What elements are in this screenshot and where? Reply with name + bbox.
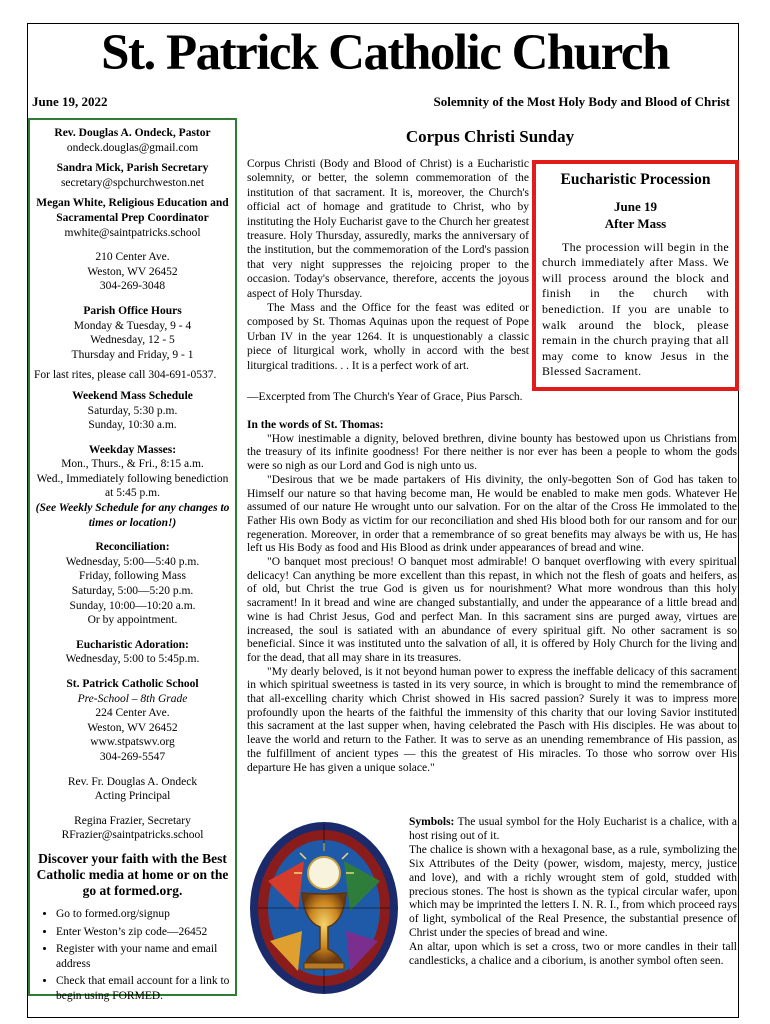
stained-glass-chalice-image <box>248 821 400 996</box>
symbols-paragraph-1-text: The usual symbol for the Holy Eucharist is a chalice, with a host rising out of it. <box>409 816 737 842</box>
formed-steps <box>34 907 231 1004</box>
quote-paragraph: "How inestimable a dignity, beloved brethren, divine bounty has bestowed upon us Christians from the treasury of its infinite goodness! For there neither is nor ever has been a people to whom the gods were so nigh as our Lord and God is nigh unto us. <box>247 432 737 473</box>
weekday-mass-2: Wed., Immediately following benediction at 5:45 p.m. <box>36 472 229 500</box>
office-hours-heading: Parish Office Hours <box>83 304 182 317</box>
reconciliation-2: Friday, following Mass <box>79 570 186 583</box>
procession-text: The procession will begin in the church immediately after Mass. We will process around the block and finish in the church with benediction. If you are unable to walk around the block, please remain in the church praying that all may come to know Jesus in the Blessed Sacrament. <box>542 239 729 379</box>
quote-heading: In the words of St. Thomas: <box>247 419 384 431</box>
symbols-paragraph-3: An altar, upon which is set a cross, two or more candles in their tall candlesticks, a chalice and a ciborium, is another symbol often seen. <box>409 941 737 968</box>
procession-time: After Mass <box>604 215 667 231</box>
address-line1: 210 Center Ave. <box>95 251 170 264</box>
weekday-mass-1: Mon., Thurs., & Fri., 8:15 a.m. <box>61 458 204 471</box>
school-phone: 304-269-5547 <box>99 750 166 763</box>
office-hours-2: Wednesday, 12 - 5 <box>90 334 175 347</box>
procession-box <box>532 160 739 391</box>
symbols-label: Symbols: <box>409 816 455 828</box>
church-title: St. Patrick Catholic Church <box>101 25 669 81</box>
st-thomas-quote <box>247 419 737 775</box>
symbols-paragraph-1 <box>409 816 737 844</box>
pastor-name: Rev. Douglas A. Ondeck, Pastor <box>54 127 211 139</box>
formed-step: • Go to formed.org/signup <box>56 907 231 922</box>
adoration-time: Wednesday, 5:00 to 5:45p.m. <box>65 653 200 666</box>
contact-sidebar <box>28 118 237 1002</box>
quote-paragraph: "Desirous that we be made partakers of His divinity, the only-begotten Son of God has taken to Himself our nature so that having become man, He would be enabled to make men gods. Whatever He assumed of our nature He wrought unto our salvation. For on the altar of the Cross He immolated to the Father His own Body as victim for our reconciliation and shed His blood both for our ransom and for our regeneration. Moreover, in order that a remembrance of so great benefits may always be with us, He has left us His Body as food and His Blood as drink under appearances of bread and wine. <box>247 473 737 555</box>
school-heading: St. Patrick Catholic School <box>66 678 199 690</box>
reconciliation-3: Saturday, 5:00—5:20 p.m. <box>71 585 194 598</box>
weekday-schedule-note: (See Weekly Schedule for any changes to times or location!) <box>35 502 230 529</box>
weekend-mass-2: Sunday, 10:30 a.m. <box>88 419 177 432</box>
office-hours-3: Thursday and Friday, 9 - 1 <box>71 348 194 361</box>
solemnity-title: Solemnity of the Most Holy Body and Blood of Christ <box>433 94 730 109</box>
religious-ed-email: mwhite@saintpatricks.school <box>64 226 201 239</box>
last-rites-note: For last rites, please call 304-691-0537. <box>34 369 217 382</box>
intro-paragraph-2: The Mass and the Office for the feast was edited or composed by St. Thomas Aquinas upon the request of Pope Urban IV in the year 1264. It is unquestionably a classic piece of liturgical work, wholly in accord with the best liturgical traditions. . . It is a perfect work of art. <box>247 302 529 372</box>
formed-step: • Enter Weston’s zip code—26452 <box>56 925 231 940</box>
school-secretary-name: Regina Frazier, Secretary <box>74 814 191 827</box>
pastor-email: ondeck.douglas@gmail.com <box>66 141 199 154</box>
school-grades: Pre-School – 8th Grade <box>77 692 188 705</box>
address-line2: Weston, WV 26452 <box>87 265 178 278</box>
procession-date: June 19 <box>614 198 657 214</box>
intro-paragraph-1: Corpus Christi (Body and Blood of Christ) is a Eucharistic solemnity, or better, the solemn commemoration of the institution of that sacrament. It is, moreover, the Church's official act of homage and gratitude to Christ, who by instituting the Holy Eucharist gave to the Church her greatest treasure. Holy Thursday, assuredly, marks the anniversary of the institution, but the commemoration of the Lord's passion that very night suppresses the rejoicing proper to the occasion. Today's observance, therefore, accents the joyous aspect of Holy Thursday. <box>247 158 529 300</box>
religious-ed-name: Megan White, Religious Education and Sacramental Prep Coordinator <box>36 197 229 224</box>
reconciliation-1: Wednesday, 5:00—5:40 p.m. <box>65 555 200 568</box>
quote-paragraph: "O banquet most precious! O banquet most admirable! O banquet overflowing with every spiritual delicacy! Can anything be more excellent than this repast, in which not the flesh of goats and heifers, as of old, but Christ the true God is given us for nourishment? What more wondrous than this holy sacrament! In it bread and wine are changed substantially, and under the appearance of a little bread and wine is had Christ Jesus, God and perfect Man. In this sacrament sins are purged away, virtues are increased, the soul is satiated with an abundance of every spiritual gift. No other sacrament is so beneficial. Since it was instituted unto the salvation of all, it is offered by Holy Church for the living and for the dead, that all may share in its treasures. <box>247 556 737 664</box>
symbols-paragraph-2: The chalice is shown with a hexagonal base, as a rule, symbolizing the Six Attributes of the Deity (power, wisdom, majesty, mercy, justice and love), and with a richly wrought stem of gold, studded with precious stones. The host is shown as the typical circular wafer, upon which may be imprinted the letters I. N. R. I., from which proceed rays of light, symbolical of the Real Presence, the substantial presence of Christ under the species of bread and wine. <box>409 843 737 940</box>
excerpt-credit: —Excerpted from The Church's Year of Grace, Pius Parsch. <box>247 391 523 403</box>
parish-phone: 304-269-3048 <box>99 280 166 293</box>
intro-text <box>247 157 529 373</box>
formed-step: • Check that email account for a link to begin using FORMED. <box>56 974 231 1003</box>
office-hours-1: Monday & Tuesday, 9 - 4 <box>73 319 192 332</box>
weekend-mass-heading: Weekend Mass Schedule <box>72 389 193 402</box>
weekday-mass-heading: Weekday Masses: <box>88 443 177 456</box>
formed-step: • Register with your name and email address <box>56 942 231 971</box>
formed-heading: Discover your faith with the Best Catholic media at home or on the go at formed.org. <box>36 850 229 898</box>
bulletin-date: June 19, 2022 <box>32 94 108 109</box>
school-website: www.stpatswv.org <box>90 736 175 749</box>
secretary-email: secretary@spchurchweston.net <box>60 176 205 189</box>
school-address-1: 224 Center Ave. <box>95 707 170 720</box>
principal-title: Acting Principal <box>94 790 171 803</box>
quote-paragraph: "My dearly beloved, is it not beyond human power to express the ineffable delicacy of this sacrament in which spiritual sweetness is tasted in its very source, in which is brought to mind the remembrance of that all-excelling charity which Christ showed in His sacred passion? Surely it was to impress more profoundly upon the hearts of the faithful the immensity of this charity that our loving Savior instituted this sacrament at the last supper when, having celebrated the Pasch with His disciples. He was about to leave the world and return to the Father. It was to serve as an unending remembrance of His passion, as the fulfillment of ancient types — this the greatest of His miracles. To those who sorrow over His departure He has given a unique solace." <box>247 665 737 774</box>
school-address-2: Weston, WV 26452 <box>87 721 178 734</box>
symbols-text <box>409 816 737 969</box>
principal-name: Rev. Fr. Douglas A. Ondeck <box>67 775 198 788</box>
reconciliation-heading: Reconciliation: <box>95 541 170 554</box>
reconciliation-5: Or by appointment. <box>87 614 178 627</box>
procession-heading: Eucharistic Procession <box>560 171 711 188</box>
main-heading: Corpus Christi Sunday <box>405 127 575 146</box>
secretary-name: Sandra Mick, Parish Secretary <box>56 162 209 175</box>
weekend-mass-1: Saturday, 5:30 p.m. <box>87 404 178 417</box>
school-secretary-email: RFrazier@saintpatricks.school <box>61 829 204 842</box>
adoration-heading: Eucharistic Adoration: <box>76 638 189 651</box>
reconciliation-4: Sunday, 10:00—10:20 a.m. <box>69 599 196 612</box>
